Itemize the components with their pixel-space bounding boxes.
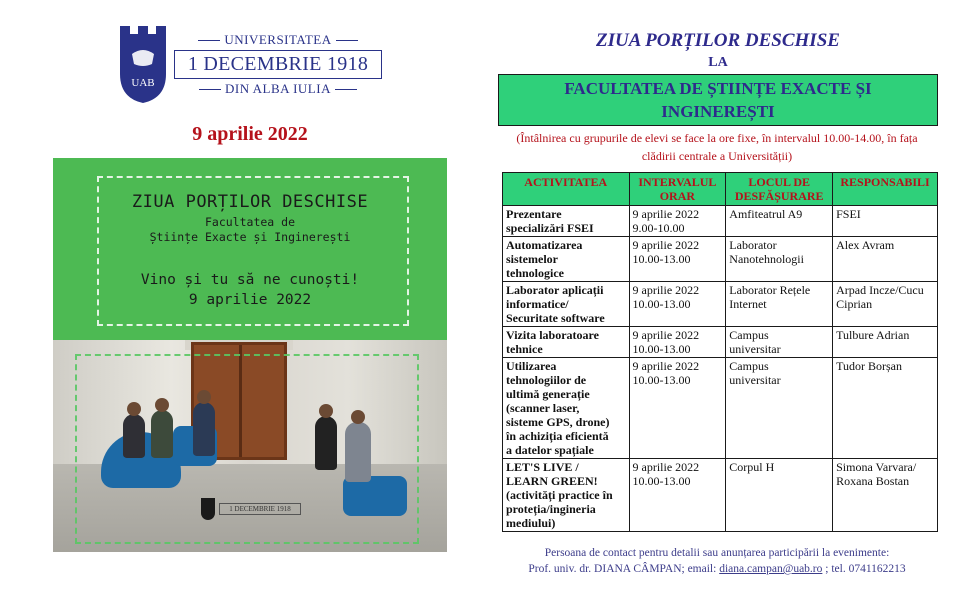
cell-activity (503, 206, 630, 237)
event-date: 9 aprilie 2022 (192, 123, 308, 145)
poster-tagline: Vino și tu să ne cunoști! (140, 272, 360, 288)
title-connector: LA (708, 55, 728, 70)
poster-subtitle-1: Facultatea de (204, 215, 295, 229)
header-interval: INTERVALUL ORAR (629, 173, 726, 206)
cell-activity-line: (activități practice în (506, 488, 613, 502)
cell-location (726, 358, 833, 459)
cell-activity-line: Prezentare (506, 207, 562, 221)
svg-text:UAB: UAB (131, 77, 155, 89)
cell-interval-line: 9.00-10.00 (632, 221, 685, 235)
cell-responsible (833, 237, 938, 282)
logo-line-top: UNIVERSITATEA (174, 32, 382, 48)
event-poster (53, 158, 447, 552)
cell-location-line: universitar (729, 373, 781, 387)
cell-location (726, 327, 833, 358)
table-header-row (503, 173, 938, 206)
cell-responsible-line: Ciprian (836, 297, 873, 311)
header-activity: ACTIVITATEA (503, 173, 630, 206)
mini-shield-icon (201, 498, 215, 520)
table-row (503, 327, 938, 358)
cell-responsible-line: Arpad Incze/Cucu (836, 283, 924, 297)
cell-location-line: Campus (729, 328, 769, 342)
cell-location (726, 459, 833, 532)
cell-location-line: Amfiteatrul A9 (729, 207, 803, 221)
cell-location (726, 206, 833, 237)
cell-responsible (833, 327, 938, 358)
uab-shield-icon (118, 24, 168, 104)
cell-interval (629, 237, 726, 282)
contact-intro: Persoana de contact pentru detalii sau anunțarea participării la evenimente: (544, 547, 890, 559)
contact-email-link[interactable]: diana.campan@uab.ro (719, 563, 823, 575)
cell-activity-line: tehnologiilor de (506, 373, 587, 387)
poster-subtitle-2: Științe Exacte și Inginerești (149, 230, 351, 244)
logo-line-bottom: DIN ALBA IULIA (174, 81, 382, 97)
cell-location-line: Laborator (729, 238, 777, 252)
cell-responsible-line: Roxana Bostan (836, 474, 910, 488)
cell-interval-line: 9 aprilie 2022 (632, 328, 700, 342)
cell-responsible (833, 282, 938, 327)
logo-line-main: 1 DECEMBRIE 1918 (174, 50, 382, 79)
cell-activity-line: Automatizarea (506, 238, 583, 252)
schedule-body (503, 206, 938, 532)
cell-activity-line: Utilizarea (506, 359, 557, 373)
cell-activity (503, 282, 630, 327)
cell-responsible-line: Alex Avram (836, 238, 895, 252)
cell-activity-line: Vizita laboratoare (506, 328, 599, 342)
cell-activity-line: LET'S LIVE / (506, 460, 579, 474)
cell-activity-line: tehnice (506, 342, 543, 356)
cell-interval-line: 10.00-13.00 (632, 373, 691, 387)
cell-activity (503, 358, 630, 459)
cell-interval-line: 9 aprilie 2022 (632, 238, 700, 252)
cell-activity-line: sistemelor (506, 252, 558, 266)
cell-responsible (833, 459, 938, 532)
cell-location-line: Corpul H (729, 460, 775, 474)
table-row (503, 206, 938, 237)
cell-interval-line: 9 aprilie 2022 (632, 359, 700, 373)
contact-person: Prof. univ. dr. DIANA CÂMPAN; email: (528, 563, 720, 575)
table-row (503, 358, 938, 459)
cell-activity-line: (scanner laser, (506, 401, 580, 415)
header-responsible: RESPONSABILI (833, 173, 938, 206)
cell-activity (503, 459, 630, 532)
cell-activity (503, 237, 630, 282)
meeting-note (482, 129, 952, 165)
cell-interval-line: 10.00-13.00 (632, 297, 691, 311)
cell-activity-line: Laborator aplicații (506, 283, 604, 297)
table-row (503, 459, 938, 532)
university-logo (118, 24, 382, 108)
cell-location-line: Nanotehnologii (729, 252, 804, 266)
page-title: ZIUA PORȚILOR DESCHISE (596, 30, 840, 51)
cell-interval-line: 9 aprilie 2022 (632, 283, 700, 297)
cell-location-line: Laborator Rețele (729, 283, 811, 297)
students-photo (53, 340, 447, 552)
cell-location-line: Campus (729, 359, 769, 373)
cell-interval (629, 282, 726, 327)
cell-activity-line: informatice/ (506, 297, 569, 311)
note-line-2: clădirii centrale a Universității) (641, 149, 793, 163)
cell-interval (629, 327, 726, 358)
cell-activity-line: ultimă generație (506, 387, 590, 401)
poster-date: 9 aprilie 2022 (188, 292, 312, 308)
faculty-line-2: INGINEREȘTI (661, 102, 775, 121)
contact-phone: ; tel. 0741162213 (822, 563, 906, 575)
cell-activity-line: sisteme GPS, drone) (506, 415, 610, 429)
cell-interval (629, 358, 726, 459)
cell-interval-line: 9 aprilie 2022 (632, 460, 700, 474)
cell-interval-line: 10.00-13.00 (632, 342, 691, 356)
cell-responsible (833, 358, 938, 459)
cell-responsible-line: Simona Varvara/ (836, 460, 917, 474)
table-row (503, 237, 938, 282)
cell-location (726, 237, 833, 282)
header-location: LOCUL DE DESFĂȘURARE (726, 173, 833, 206)
cell-activity-line: LEARN GREEN! (506, 474, 598, 488)
cell-activity-line: a datelor spațiale (506, 443, 594, 457)
university-name (174, 32, 382, 97)
cell-responsible-line: FSEI (836, 207, 861, 221)
poster-title: ZIUA PORȚILOR DESCHISE (131, 192, 369, 212)
faculty-banner (498, 74, 938, 126)
cell-activity-line: proteția/ingineria (506, 502, 596, 516)
contact-details (482, 563, 952, 575)
schedule-table (502, 172, 938, 532)
cell-location-line: universitar (729, 342, 781, 356)
cell-activity-line: specializări FSEI (506, 221, 594, 235)
cell-responsible-line: Tudor Borșan (836, 359, 903, 373)
cell-activity-line: în achiziția eficientă (506, 429, 609, 443)
cell-activity-line: mediului) (506, 516, 556, 530)
mini-logo-text: 1 DECEMBRIE 1918 (219, 503, 301, 515)
cell-interval-line: 10.00-13.00 (632, 252, 691, 266)
cell-location (726, 282, 833, 327)
cell-interval (629, 459, 726, 532)
cell-activity-line: tehnologice (506, 266, 564, 280)
cell-activity-line: Securitate software (506, 311, 605, 325)
note-line-1: (Întâlnirea cu grupurile de elevi se face la ore fixe, în intervalul 10.00-14.00, în fața (516, 131, 918, 145)
cell-activity (503, 327, 630, 358)
table-row (503, 282, 938, 327)
cell-location-line: Internet (729, 297, 767, 311)
photo-mini-logo (201, 498, 301, 520)
faculty-line-1: FACULTATEA DE ȘTIINȚE EXACTE ȘI (564, 79, 872, 98)
cell-responsible (833, 206, 938, 237)
cell-interval-line: 10.00-13.00 (632, 474, 691, 488)
cell-interval (629, 206, 726, 237)
cell-interval-line: 9 aprilie 2022 (632, 207, 700, 221)
cell-responsible-line: Tulbure Adrian (836, 328, 910, 342)
